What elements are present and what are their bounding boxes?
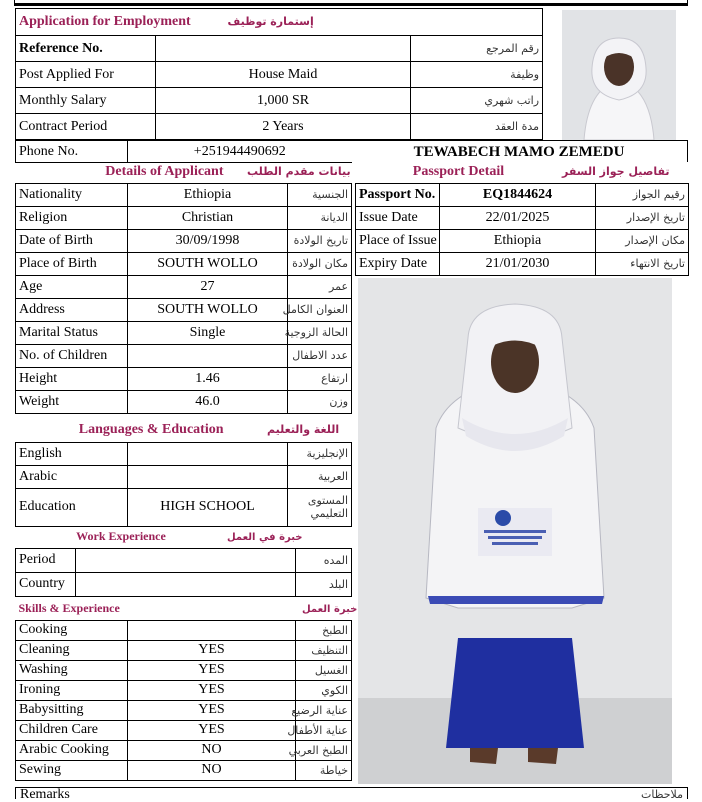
row-label-ar: الديانة	[288, 206, 352, 229]
row-label-ar: المده	[296, 548, 352, 572]
row-value	[76, 548, 296, 572]
row-label: Children Care	[16, 720, 128, 740]
row-label: Date of Birth	[16, 229, 128, 252]
work-row	[16, 548, 352, 572]
remarks-row	[15, 787, 688, 802]
row-label: Monthly Salary	[16, 88, 156, 114]
form-title-ar: إستمارة توظيف	[227, 15, 314, 28]
skill-row	[16, 620, 352, 640]
row-label-ar: الجنسية	[288, 183, 352, 206]
row-value: HIGH SCHOOL	[128, 488, 288, 526]
row-label-ar: وظيفة	[411, 62, 543, 88]
row-label: No. of Children	[16, 344, 128, 367]
row-value	[128, 442, 288, 465]
applicant-row	[16, 275, 352, 298]
row-value: 30/09/1998	[128, 229, 288, 252]
top-info-row	[16, 36, 543, 62]
row-value: YES	[128, 640, 296, 660]
row-label-ar: راتب شهري	[411, 88, 543, 114]
row-value: NO	[128, 740, 296, 760]
row-value: 1,000 SR	[156, 88, 411, 114]
skills-section-title-ar: خبرة العمل	[302, 603, 358, 615]
applicant-row	[16, 298, 352, 321]
row-label-ar: رقم المرجع	[411, 36, 543, 62]
row-value: 22/01/2025	[440, 206, 596, 229]
row-label: Place of Birth	[16, 252, 128, 275]
row-value: SOUTH WOLLO	[128, 252, 288, 275]
row-label: Arabic Cooking	[16, 740, 128, 760]
row-label-ar: مكان الولادة	[288, 252, 352, 275]
row-label-ar: تاريخ الانتهاء	[596, 252, 689, 275]
row-label: Education	[16, 488, 128, 526]
language-row	[16, 442, 352, 465]
remarks-label-ar: ملاحظات	[641, 788, 683, 801]
applicant-portrait	[562, 10, 676, 140]
row-value	[76, 572, 296, 596]
passport-row	[356, 229, 689, 252]
phone-value: +251944490692	[128, 141, 352, 163]
row-label-ar: عناية الرضيع	[296, 700, 352, 720]
applicant-section-title: Details of Applicant	[105, 164, 224, 180]
row-label: Post Applied For	[16, 62, 156, 88]
row-label: Sewing	[16, 760, 128, 780]
top-info-row	[16, 62, 543, 88]
row-label-ar: عمر	[288, 275, 352, 298]
skill-row	[16, 760, 352, 780]
row-value: 46.0	[128, 390, 288, 413]
row-label-ar: رقيم الجواز	[596, 183, 689, 206]
applicant-row	[16, 206, 352, 229]
row-value	[128, 344, 288, 367]
row-label: Ironing	[16, 680, 128, 700]
row-label-ar: خياطة	[296, 760, 352, 780]
row-value: 1.46	[128, 367, 288, 390]
skill-row	[16, 740, 352, 760]
row-label: Cooking	[16, 620, 128, 640]
skills-table	[15, 598, 358, 781]
row-value: House Maid	[156, 62, 411, 88]
row-label-ar: ارتفاع	[288, 367, 352, 390]
row-label-ar: عدد الاطفال	[288, 344, 352, 367]
languages-table	[15, 418, 352, 527]
row-label: English	[16, 442, 128, 465]
language-row	[16, 465, 352, 488]
phone-table	[15, 140, 352, 163]
candidate-name: TEWABECH MAMO ZEMEDU	[351, 140, 688, 162]
row-value: YES	[128, 660, 296, 680]
row-label: Weight	[16, 390, 128, 413]
header-table	[15, 8, 543, 140]
row-label: Arabic	[16, 465, 128, 488]
row-label: Cleaning	[16, 640, 128, 660]
row-label: Babysitting	[16, 700, 128, 720]
row-label-ar: مدة العقد	[411, 114, 543, 140]
skill-row	[16, 640, 352, 660]
row-value: Ethiopia	[128, 183, 288, 206]
applicant-row	[16, 344, 352, 367]
work-section-title-ar: خبرة في العمل	[227, 531, 303, 543]
row-label: Reference No.	[16, 36, 156, 62]
skill-row	[16, 700, 352, 720]
skills-section-title: Skills & Experience	[18, 600, 120, 615]
row-value: NO	[128, 760, 296, 780]
applicant-row	[16, 390, 352, 413]
remarks-label: Remarks	[20, 787, 70, 802]
row-label-ar: وزن	[288, 390, 352, 413]
row-value: YES	[128, 700, 296, 720]
header-row	[16, 9, 543, 36]
row-label: Address	[16, 298, 128, 321]
skill-row	[16, 680, 352, 700]
row-value: 27	[128, 275, 288, 298]
phone-label: Phone No.	[16, 141, 128, 163]
row-label-ar: عناية الأطفال	[296, 720, 352, 740]
passport-row	[356, 252, 689, 275]
passport-table	[355, 162, 689, 276]
row-label-ar: الطبخ العربي	[296, 740, 352, 760]
row-label-ar: البلد	[296, 572, 352, 596]
applicant-row	[16, 229, 352, 252]
row-value	[128, 620, 296, 640]
row-label-ar: الحالة الزوجية	[288, 321, 352, 344]
work-row	[16, 572, 352, 596]
row-label: Nationality	[16, 183, 128, 206]
top-info-row	[16, 88, 543, 114]
passport-section-title-ar: تفاصيل جواز السفر	[562, 165, 670, 179]
languages-section-title: Languages & Education	[78, 421, 224, 437]
row-label-ar: الغسيل	[296, 660, 352, 680]
row-label: Religion	[16, 206, 128, 229]
skill-row	[16, 720, 352, 740]
row-label: Washing	[16, 660, 128, 680]
work-table	[15, 526, 352, 597]
skill-row	[16, 660, 352, 680]
row-value	[156, 36, 411, 62]
row-label: Height	[16, 367, 128, 390]
language-row	[16, 488, 352, 526]
form-title: Application for Employment	[19, 14, 191, 29]
applicant-row	[16, 321, 352, 344]
row-value: Ethiopia	[440, 229, 596, 252]
row-label: Issue Date	[356, 206, 440, 229]
row-label: Age	[16, 275, 128, 298]
row-value	[128, 465, 288, 488]
row-value: YES	[128, 720, 296, 740]
passport-row	[356, 183, 689, 206]
applicant-section-title-ar: بيانات مقدم الطلب	[247, 165, 351, 179]
row-label-ar: تاريخ الولادة	[288, 229, 352, 252]
row-label: Place of Issue	[356, 229, 440, 252]
passport-row	[356, 206, 689, 229]
applicant-row	[16, 367, 352, 390]
row-label-ar: الطبخ	[296, 620, 352, 640]
row-label-ar: التنظيف	[296, 640, 352, 660]
row-label: Marital Status	[16, 321, 128, 344]
applicant-row	[16, 252, 352, 275]
row-label: Period	[16, 548, 76, 572]
row-label-ar: الإنجليزية	[288, 442, 352, 465]
row-label-ar: الكوي	[296, 680, 352, 700]
row-value: Christian	[128, 206, 288, 229]
work-section-title: Work Experience	[76, 528, 166, 543]
applicant-full-photo	[358, 278, 672, 784]
row-value: 21/01/2030	[440, 252, 596, 275]
row-label: Country	[16, 572, 76, 596]
row-value: 2 Years	[156, 114, 411, 140]
row-value: SOUTH WOLLO	[128, 298, 288, 321]
applicant-table	[15, 162, 352, 414]
applicant-row	[16, 183, 352, 206]
row-value: Single	[128, 321, 288, 344]
row-label-ar: العنوان الكامل	[288, 298, 352, 321]
row-label: Expiry Date	[356, 252, 440, 275]
row-label: Contract Period	[16, 114, 156, 140]
languages-section-title-ar: اللغة والتعليم	[267, 422, 340, 436]
row-label-ar: المستوى التعليمي	[288, 488, 352, 526]
row-label-ar: تاريخ الإصدار	[596, 206, 689, 229]
row-label-ar: مكان الإصدار	[596, 229, 689, 252]
row-label: Passport No.	[356, 183, 440, 206]
row-value: EQ1844624	[440, 183, 596, 206]
row-value: YES	[128, 680, 296, 700]
passport-section-title: Passport Detail	[412, 164, 505, 180]
top-info-row	[16, 114, 543, 140]
row-label-ar: العربية	[288, 465, 352, 488]
top-border	[14, 0, 688, 6]
